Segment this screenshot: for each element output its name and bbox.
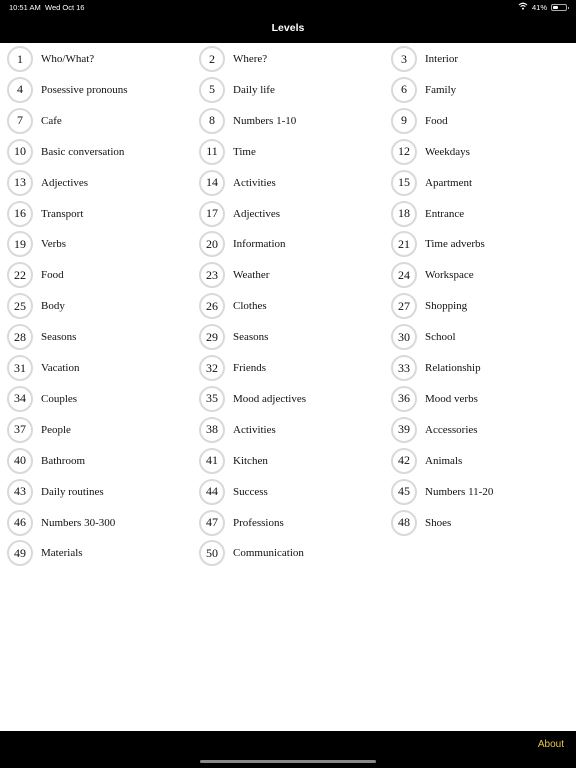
level-number-badge: 12 [391,139,417,165]
status-time: 10:51 AM [9,3,41,12]
level-number-badge: 7 [7,108,33,134]
battery-fill [553,6,558,9]
level-item[interactable] [0,385,180,413]
level-name: Entrance [425,207,465,220]
level-name: Food [41,269,64,282]
level-item[interactable] [384,230,564,258]
level-item[interactable] [192,323,372,351]
level-item[interactable] [0,323,180,351]
level-name: Verbs [41,238,67,251]
level-number-badge: 1 [7,46,33,72]
level-item[interactable] [192,385,372,413]
level-number-badge: 24 [391,262,417,288]
level-name: Numbers 1-10 [233,114,297,127]
level-name: Apartment [425,176,473,189]
level-name: Kitchen [233,454,268,467]
navigation-bar [0,14,576,43]
level-number-badge: 35 [199,386,225,412]
level-item[interactable] [384,354,564,382]
level-item[interactable] [192,169,372,197]
level-item[interactable] [192,200,372,228]
level-number-badge: 41 [199,448,225,474]
level-number-badge: 37 [7,417,33,443]
level-name: Activities [233,423,276,436]
level-number-badge: 10 [7,139,33,165]
level-item[interactable] [384,292,564,320]
level-name: Weekdays [425,145,470,158]
level-item[interactable] [384,447,564,475]
level-item[interactable] [192,416,372,444]
level-item[interactable] [192,447,372,475]
level-item[interactable] [384,76,564,104]
level-name: Adjectives [41,176,89,189]
level-number-badge: 26 [199,293,225,319]
level-number-badge: 45 [391,479,417,505]
level-number-badge: 47 [199,510,225,536]
level-name: Time [233,145,256,158]
level-number-badge: 43 [7,479,33,505]
level-item[interactable] [384,385,564,413]
battery-icon [551,4,567,11]
level-item[interactable] [384,169,564,197]
level-item[interactable] [0,230,180,258]
level-name: Transport [41,207,84,220]
level-name: People [41,423,71,436]
level-item[interactable] [0,478,180,506]
level-name: Time adverbs [425,238,485,251]
level-item[interactable] [0,509,180,537]
wifi-icon [518,2,528,12]
level-item[interactable] [192,230,372,258]
level-number-badge: 31 [7,355,33,381]
level-name: Communication [233,547,304,560]
level-name: Where? [233,53,268,65]
level-item[interactable] [192,138,372,166]
level-name: Who/What? [41,53,95,65]
level-item[interactable] [192,509,372,537]
level-number-badge: 48 [391,510,417,536]
level-number-badge: 38 [199,417,225,443]
level-item[interactable] [384,200,564,228]
level-name: Information [233,238,286,251]
level-name: Shoes [425,516,452,529]
level-name: Mood verbs [425,392,478,405]
level-item[interactable] [0,169,180,197]
level-name: Food [425,114,448,127]
level-item[interactable] [384,478,564,506]
status-bar [0,0,576,14]
level-item[interactable] [0,107,180,135]
level-name: Numbers 30-300 [41,516,116,529]
level-item[interactable] [0,292,180,320]
level-name: Professions [233,516,284,529]
level-number-badge: 46 [7,510,33,536]
level-name: Body [41,300,65,313]
level-item[interactable] [0,261,180,289]
level-number-badge: 16 [7,201,33,227]
level-number-badge: 17 [199,201,225,227]
level-number-badge: 20 [199,231,225,257]
level-name: Interior [425,53,458,65]
level-item[interactable] [0,138,180,166]
level-number-badge: 8 [199,108,225,134]
level-name: Bathroom [41,454,85,467]
level-item[interactable] [384,509,564,537]
level-item[interactable] [384,107,564,135]
level-name: Shopping [425,300,468,313]
status-right [518,2,567,12]
level-item[interactable] [192,292,372,320]
level-number-badge: 28 [7,324,33,350]
level-number-badge: 32 [199,355,225,381]
level-number-badge: 4 [7,77,33,103]
level-item[interactable] [384,45,564,73]
level-number-badge: 29 [199,324,225,350]
level-name: Adjectives [233,207,281,220]
level-number-badge: 39 [391,417,417,443]
level-number-badge: 9 [391,108,417,134]
level-item[interactable] [0,76,180,104]
level-item[interactable] [192,539,372,567]
level-name: Accessories [425,423,478,436]
level-name: Seasons [41,331,77,344]
level-number-badge: 5 [199,77,225,103]
level-number-badge: 23 [199,262,225,288]
level-item[interactable] [192,76,372,104]
level-number-badge: 6 [391,77,417,103]
battery-percent: 41% [531,2,547,12]
level-number-badge: 36 [391,386,417,412]
level-name: Weather [233,269,270,282]
level-item[interactable] [0,354,180,382]
level-item[interactable] [192,261,372,289]
level-number-badge: 34 [7,386,33,412]
level-name: Friends [233,362,266,374]
level-name: Numbers 11-20 [425,485,494,498]
level-number-badge: 14 [199,170,225,196]
level-number-badge: 42 [391,448,417,474]
level-item[interactable] [0,200,180,228]
level-name: Seasons [233,331,269,344]
level-item[interactable] [192,354,372,382]
level-number-badge: 15 [391,170,417,196]
battery-nub [568,7,570,9]
level-name: Materials [41,547,83,560]
level-number-badge: 49 [7,540,33,566]
level-item[interactable] [0,447,180,475]
level-name: Activities [233,176,276,189]
levels-grid [0,43,576,583]
level-number-badge: 3 [391,46,417,72]
home-indicator [200,760,376,763]
level-number-badge: 25 [7,293,33,319]
level-item[interactable] [192,107,372,135]
level-number-badge: 11 [199,139,225,165]
level-number-badge: 44 [199,479,225,505]
level-number-badge: 30 [391,324,417,350]
level-name: Posessive pronouns [41,83,128,96]
level-name: Animals [425,454,463,467]
level-name: Workspace [425,269,474,282]
level-name: Family [425,83,457,96]
level-name: Couples [41,392,78,405]
level-name: Clothes [233,300,267,313]
level-number-badge: 19 [7,231,33,257]
level-item[interactable] [384,323,564,351]
status-date: Wed Oct 16 [45,3,85,12]
about-button[interactable]: About [537,739,564,750]
level-item[interactable] [192,45,372,73]
level-name: Cafe [41,114,62,127]
level-number-badge: 33 [391,355,417,381]
level-number-badge: 50 [199,540,225,566]
level-item[interactable] [384,138,564,166]
level-item[interactable] [384,261,564,289]
level-number-badge: 21 [391,231,417,257]
level-name: Success [233,485,268,498]
level-item[interactable] [0,45,180,73]
level-name: Basic conversation [41,145,125,158]
level-item[interactable] [0,416,180,444]
level-name: Daily life [233,83,275,96]
page-title: Levels [271,22,305,34]
level-number-badge: 2 [199,46,225,72]
level-name: Vacation [41,362,80,374]
level-item[interactable] [192,478,372,506]
level-number-badge: 22 [7,262,33,288]
level-item[interactable] [0,539,180,567]
level-number-badge: 13 [7,170,33,196]
level-name: Mood adjectives [233,392,307,405]
level-name: School [425,331,456,344]
level-number-badge: 40 [7,448,33,474]
level-name: Relationship [425,362,481,374]
level-name: Daily routines [41,485,104,498]
level-number-badge: 27 [391,293,417,319]
level-number-badge: 18 [391,201,417,227]
level-item[interactable] [384,416,564,444]
